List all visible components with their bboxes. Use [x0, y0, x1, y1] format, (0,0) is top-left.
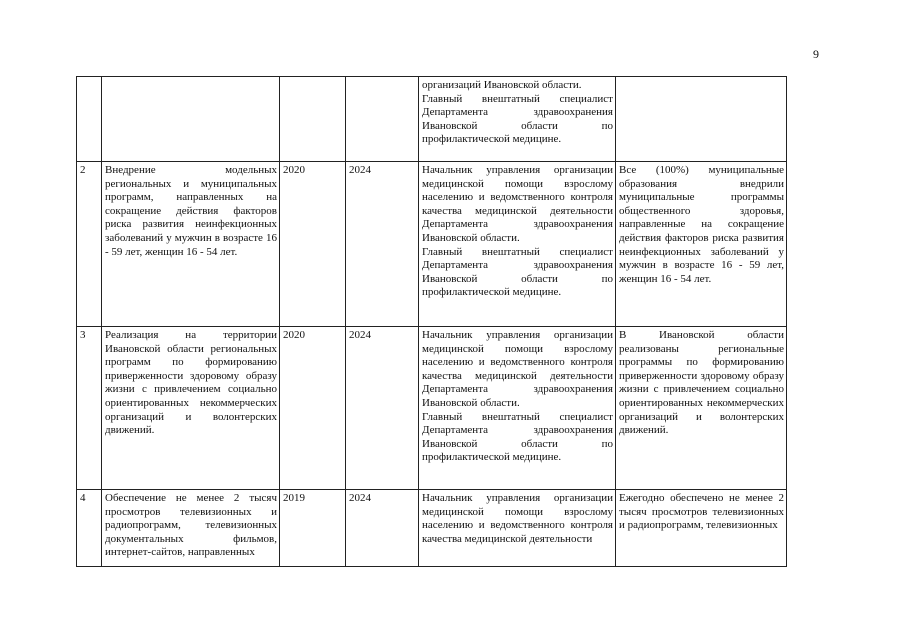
task-cell: Обеспечение не менее 2 тысяч просмотров телевизионных и радиопрограмм, телевизионных документальных фильмов, интернет-сайтов, направленных: [102, 490, 280, 567]
result-cell: [616, 77, 787, 162]
responsible-paragraph: Начальник управления организации медицинской помощи взрослому населению и ведомственного контроля качества медицинской деятельности Департамента здравоохранения Ивановской области.: [422, 329, 613, 409]
responsible-paragraph: организаций Ивановской области.: [422, 79, 582, 91]
table-row: [77, 490, 787, 567]
start-year-cell: 2020: [280, 327, 346, 490]
responsible-paragraph: Главный внештатный специалист Департамента здравоохранения Ивановской области по профилактической медицине.: [422, 245, 613, 299]
start-year-cell: 2020: [280, 162, 346, 327]
row-number-cell: 3: [77, 327, 102, 490]
page-number: 9: [813, 47, 819, 61]
table-row: [77, 162, 787, 327]
task-cell: Реализация на территории Ивановской области региональных программ по формированию приверженности здоровому образу жизни с привлечением социально ориентированных некоммерческих организаций и волонтерских движений.: [102, 327, 280, 490]
start-year-cell: 2019: [280, 490, 346, 567]
row-number-cell: 4: [77, 490, 102, 567]
task-cell: Внедрение модельных региональных и муниципальных программ, направленных на сокращение действия факторов риска развития неинфекционных заболеваний у мужчин в возрасте 16 - 59 лет, женщин 16 - 54 лет.: [102, 162, 280, 327]
end-year-cell: 2024: [346, 162, 419, 327]
responsible-cell: [419, 162, 616, 327]
table-row: [77, 327, 787, 490]
row-number-cell: [77, 77, 102, 162]
responsible-paragraph: Главный внештатный специалист Департамента здравоохранения Ивановской области по профилактической медицине.: [422, 410, 613, 464]
task-cell: [102, 77, 280, 162]
end-year-cell: 2024: [346, 490, 419, 567]
result-cell: Все (100%) муниципальные образования внедрили муниципальные программы общественного здоровья, направленные на сокращение действия факторов риска развития неинфекционных заболеваний у мужчин в возрасте 16 - 59 лет, женщин 16 - 54 лет.: [616, 162, 787, 327]
end-year-cell: 2024: [346, 327, 419, 490]
responsible-cell: [419, 490, 616, 567]
end-year-cell: [346, 77, 419, 162]
responsible-paragraph: Начальник управления организации медицинской помощи взрослому населению и ведомственного контроля качества медицинской деятельности: [422, 492, 613, 545]
row-number-cell: 2: [77, 162, 102, 327]
responsible-paragraph: Начальник управления организации медицинской помощи взрослому населению и ведомственного контроля качества медицинской деятельности Департамента здравоохранения Ивановской области.: [422, 164, 613, 244]
result-cell: В Ивановской области реализованы региональные программы по формированию приверженности здоровому образу жизни с привлечением социально ориентированных некоммерческих организаций и волонтерских движений.: [616, 327, 787, 490]
start-year-cell: [280, 77, 346, 162]
result-cell: Ежегодно обеспечено не менее 2 тысяч просмотров телевизионных и радиопрограмм, телевизионных: [616, 490, 787, 567]
table-row: [77, 77, 787, 162]
measures-table: [76, 76, 787, 567]
responsible-cell: [419, 77, 616, 162]
responsible-cell: [419, 327, 616, 490]
responsible-paragraph: Главный внештатный специалист Департамента здравоохранения Ивановской области по профилактической медицине.: [422, 92, 613, 146]
